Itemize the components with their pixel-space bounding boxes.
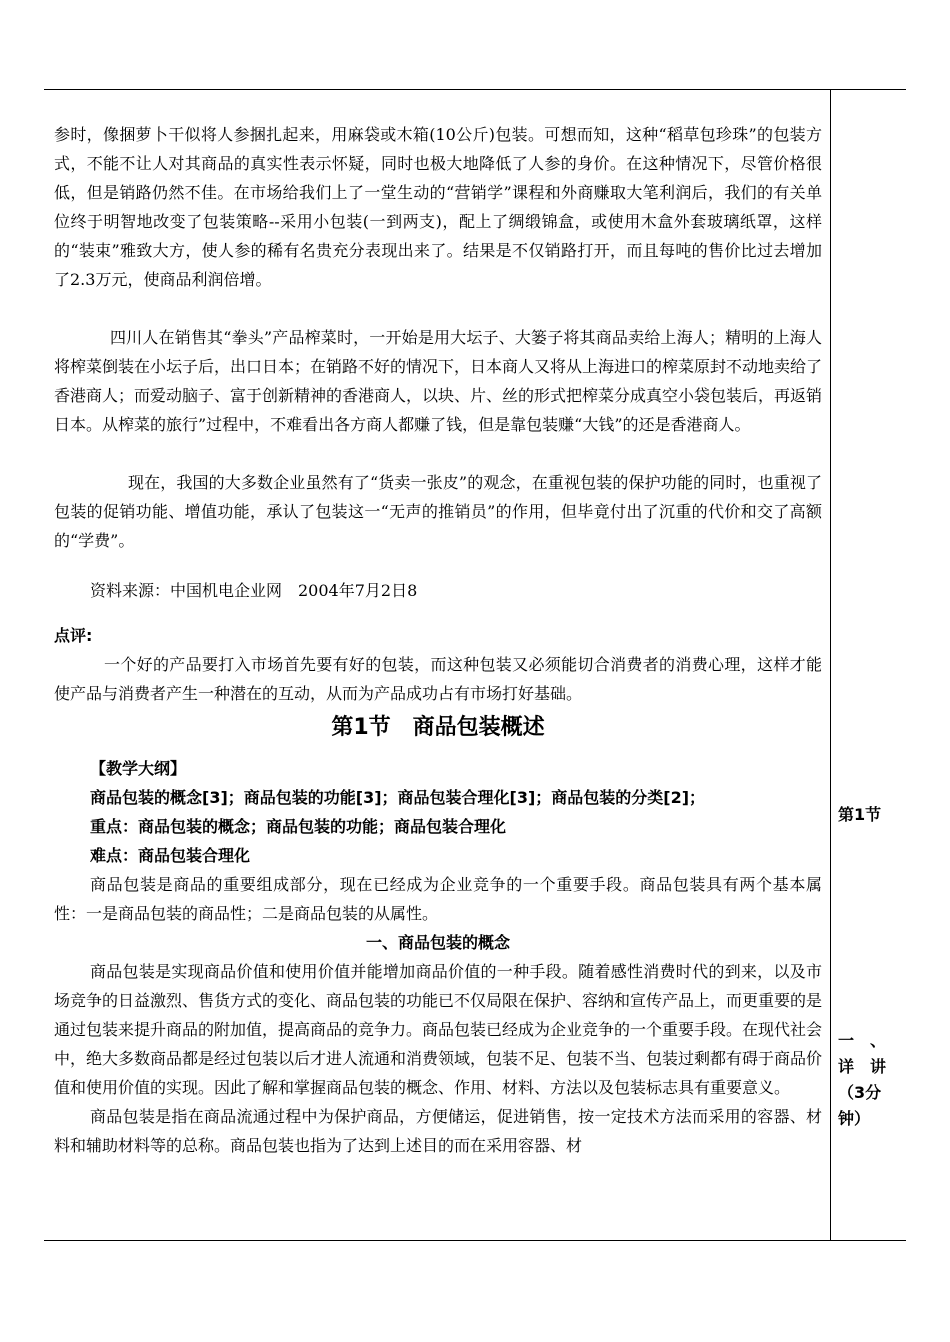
side-detail-line-3: （3分 — [838, 1083, 882, 1102]
table-bottom-border — [44, 1240, 906, 1241]
body-paragraph-2: 商品包装是指在商品流通过程中为保护商品，方便储运，促进销售，按一定技术方法而采用的容器、材料和辅助材料等的总称。商品包装也指为了达到上述目的而在采用容器、材 — [54, 1107, 822, 1155]
outline-items: 商品包装的概念[3]；商品包装的功能[3]；商品包装合理化[3]；商品包装的分类[2]； — [90, 788, 706, 807]
case-paragraph-2: 四川人在销售其“拳头”产品榨菜时，一开始是用大坛子、大篓子将其商品卖给上海人；精明的上海人将榨菜倒装在小坛子后，出口日本；在销路不好的情况下，日本商人又将从上海进口的榨菜原封不动地卖给了香港商人；而爱动脑子、富于创新精神的香港商人，以块、片、丝的形式把榨菜分成真空小袋包装后，再返销日本。从榨菜的旅行”过程中，不难看出各方商人都赚了钱，但是靠包装赚“大钱”的还是香港商人。 — [54, 328, 823, 434]
source-line: 资料来源：中国机电企业网 2004年7月2日8 — [90, 581, 418, 600]
table-top-border — [44, 89, 906, 90]
case-paragraph-1: 参时，像捆萝卜干似将人参捆扎起来，用麻袋或木箱(10公斤)包装。可想而知，这种“稻草包珍珠”的包装方式，不能不让人对其商品的真实性表示怀疑，同时也极大地降低了人参的身价。在这种情况下，尽管价格很低，但是销路仍然不佳。在市场给我们上了一堂生动的“营销学”课程和外商赚取大笔利润后，我们的有关单位终于明智地改变了包装策略--采用小包装(一到两支)，配上了绸缎锦盒，或使用木盒外套玻璃纸罩，这样的“装束”雅致大方，使人参的稀有名贵充分表现出来了。结果是不仅销路打开，而且每吨的售价比过去增加了2.3万元，使商品利润倍增。 — [54, 125, 822, 289]
main-column — [54, 120, 822, 1160]
comment-text: 一个好的产品要打入市场首先要有好的包装，而这种包装又必须能切合消费者的消费心理，这样才能使产品与消费者产生一种潜在的互动，从而为产品成功占有市场打好基础。 — [54, 655, 822, 703]
table-column-divider — [830, 89, 831, 1241]
side-detail-line-2: 详 讲 — [838, 1057, 887, 1076]
section-title: 第1节 商品包装概述 — [331, 715, 545, 740]
key-points: 重点：商品包装的概念；商品包装的功能；商品包装合理化 — [90, 817, 507, 836]
intro-paragraph: 商品包装是商品的重要组成部分，现在已经成为企业竞争的一个重要手段。商品包装具有两个基本属性：一是商品包装的商品性；二是商品包装的从属性。 — [54, 875, 822, 923]
comment-label: 点评: — [54, 626, 93, 645]
case-paragraph-3: 现在，我国的大多数企业虽然有了“货卖一张皮”的观念，在重视包装的保护功能的同时，也重视了包装的促销功能、增值功能，承认了包装这一“无声的推销员”的作用，但毕竟付出了沉重的代价和交了高额的“学费”。 — [54, 473, 822, 550]
difficult-points: 难点：商品包装合理化 — [90, 846, 251, 865]
side-section-label: 第1节 — [838, 805, 882, 824]
side-detail-note — [838, 1028, 908, 1132]
subheading: 一、商品包装的概念 — [365, 933, 510, 952]
body-paragraph-1: 商品包装是实现商品价值和使用价值并能增加商品价值的一种手段。随着感性消费时代的到来，以及市场竞争的日益激烈、售货方式的变化、商品包装的功能已不仅局限在保护、容纳和宣传产品上，而更重要的是通过包装来提升商品的附加值，提高商品的竞争力。商品包装已经成为企业竞争的一个重要手段。在现代社会中，绝大多数商品都是经过包装以后才进人流通和消费领域，包装不足、包装不当、包装过剩都有碍于商品价值和使用价值的实现。因此了解和掌握商品包装的概念、作用、材料、方法以及包装标志具有重要意义。 — [54, 962, 823, 1097]
side-detail-line-4: 钟） — [838, 1109, 871, 1128]
side-detail-line-1: 一 、 — [838, 1031, 887, 1050]
outline-label: 【教学大纲】 — [90, 759, 187, 778]
